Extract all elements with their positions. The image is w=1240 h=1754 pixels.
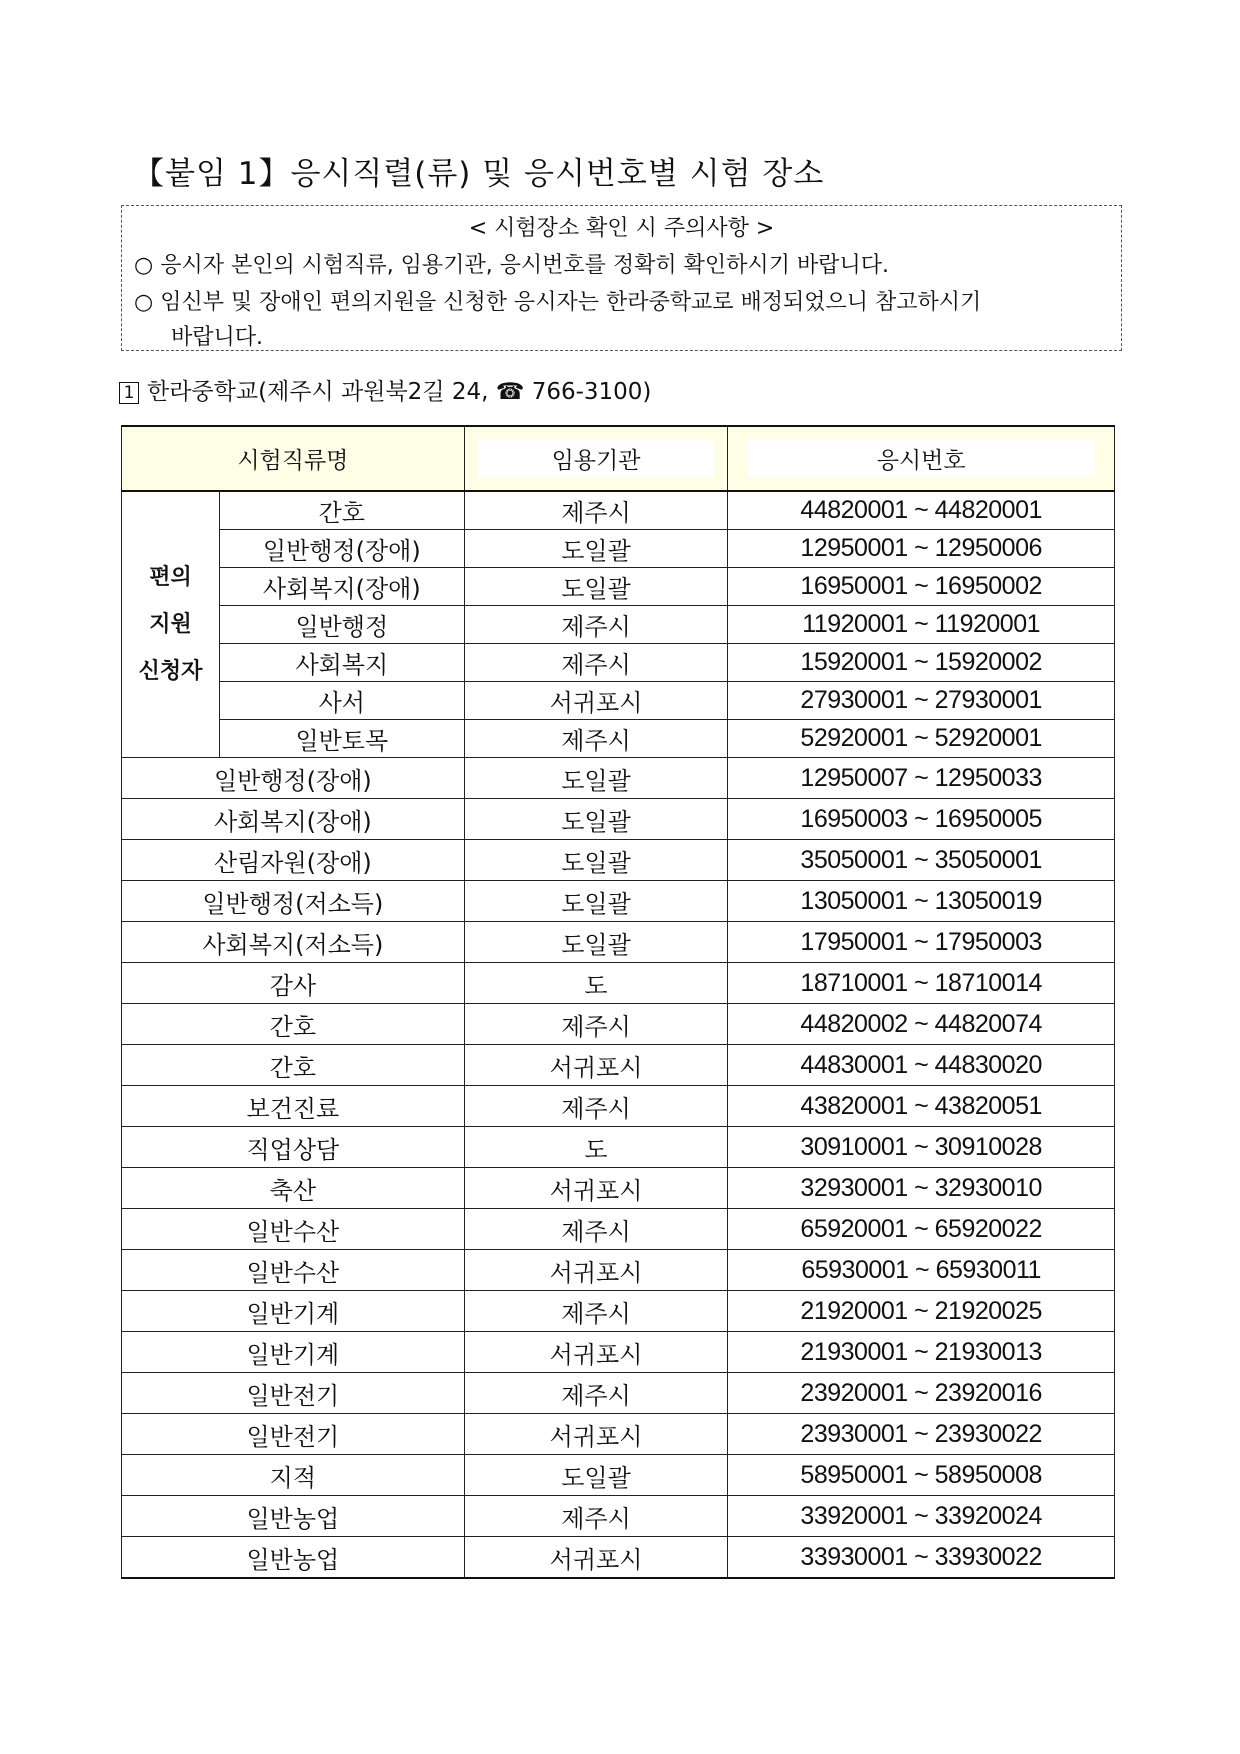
agency-cell: 도일괄	[464, 530, 728, 568]
table-row	[122, 568, 1115, 606]
agency-cell: 제주시	[464, 1291, 728, 1332]
section-number: 1	[119, 382, 139, 404]
job-category-cell: 사회복지	[219, 644, 464, 682]
job-category-cell: 일반전기	[122, 1414, 465, 1455]
table-row	[122, 922, 1115, 963]
agency-cell: 제주시	[464, 1496, 728, 1537]
exam-number-cell: 13050001 ~ 13050019	[728, 881, 1115, 922]
table-row	[122, 1332, 1115, 1373]
table-row	[122, 1291, 1115, 1332]
exam-number-cell: 44820001 ~ 44820001	[728, 491, 1115, 530]
job-category-cell: 일반행정(장애)	[122, 758, 465, 799]
exam-number-cell: 23920001 ~ 23920016	[728, 1373, 1115, 1414]
job-category-cell: 일반토목	[219, 720, 464, 758]
agency-cell: 제주시	[464, 644, 728, 682]
agency-cell: 서귀포시	[464, 1414, 728, 1455]
notice-line-2: ○ 임신부 및 장애인 편의지원을 신청한 응시자는 한라중학교로 배정되었으니 참고하시기	[134, 290, 982, 315]
agency-cell: 제주시	[464, 606, 728, 644]
exam-number-cell: 18710001 ~ 18710014	[728, 963, 1115, 1004]
table-row	[122, 1414, 1115, 1455]
table-row	[122, 799, 1115, 840]
agency-cell: 서귀포시	[464, 1250, 728, 1291]
job-category-cell: 일반행정(장애)	[219, 530, 464, 568]
agency-cell: 제주시	[464, 1086, 728, 1127]
job-category-cell: 보건진료	[122, 1086, 465, 1127]
exam-number-cell: 44820002 ~ 44820074	[728, 1004, 1115, 1045]
job-category-cell: 사회복지(장애)	[219, 568, 464, 606]
agency-cell: 제주시	[464, 1209, 728, 1250]
agency-cell: 서귀포시	[464, 1332, 728, 1373]
agency-cell: 도일괄	[464, 568, 728, 606]
header-exam-number: 응시번호	[728, 426, 1115, 491]
notice-heading: < 시험장소 확인 시 주의사항 >	[468, 216, 775, 241]
exam-number-cell: 32930001 ~ 32930010	[728, 1168, 1115, 1209]
table-row	[122, 530, 1115, 568]
job-category-cell: 간호	[122, 1004, 465, 1045]
notice-line-2-continued: 바랍니다.	[171, 325, 264, 350]
job-category-cell: 일반행정(저소득)	[122, 881, 465, 922]
table-row	[122, 881, 1115, 922]
table-row	[122, 491, 1115, 530]
group-label-line: 편의	[149, 565, 192, 590]
exam-number-cell: 15920001 ~ 15920002	[728, 644, 1115, 682]
agency-cell: 제주시	[464, 491, 728, 530]
table-row	[122, 1496, 1115, 1537]
table-row	[122, 1004, 1115, 1045]
agency-cell: 제주시	[464, 720, 728, 758]
table-row	[122, 720, 1115, 758]
job-category-cell: 일반수산	[122, 1250, 465, 1291]
table-row	[122, 963, 1115, 1004]
exam-number-cell: 17950001 ~ 17950003	[728, 922, 1115, 963]
agency-cell: 도일괄	[464, 881, 728, 922]
exam-number-cell: 43820001 ~ 43820051	[728, 1086, 1115, 1127]
agency-cell: 제주시	[464, 1004, 728, 1045]
notice-box	[121, 205, 1122, 351]
exam-number-cell: 52920001 ~ 52920001	[728, 720, 1115, 758]
job-category-cell: 일반수산	[122, 1209, 465, 1250]
exam-number-cell: 30910001 ~ 30910028	[728, 1127, 1115, 1168]
agency-cell: 서귀포시	[464, 1168, 728, 1209]
exam-number-cell: 33930001 ~ 33930022	[728, 1537, 1115, 1579]
table-row	[122, 644, 1115, 682]
exam-number-cell: 12950007 ~ 12950033	[728, 758, 1115, 799]
exam-number-cell: 58950001 ~ 58950008	[728, 1455, 1115, 1496]
exam-location-table	[121, 425, 1115, 1579]
agency-cell: 서귀포시	[464, 682, 728, 720]
job-category-cell: 간호	[219, 491, 464, 530]
exam-number-cell: 65920001 ~ 65920022	[728, 1209, 1115, 1250]
exam-number-cell: 27930001 ~ 27930001	[728, 682, 1115, 720]
agency-cell: 제주시	[464, 1373, 728, 1414]
agency-cell: 도	[464, 1127, 728, 1168]
exam-number-cell: 23930001 ~ 23930022	[728, 1414, 1115, 1455]
job-category-cell: 일반행정	[219, 606, 464, 644]
table-row	[122, 1250, 1115, 1291]
exam-number-cell: 65930001 ~ 65930011	[728, 1250, 1115, 1291]
job-category-cell: 일반기계	[122, 1332, 465, 1373]
agency-cell: 서귀포시	[464, 1537, 728, 1579]
exam-number-cell: 11920001 ~ 11920001	[728, 606, 1115, 644]
exam-number-cell: 44830001 ~ 44830020	[728, 1045, 1115, 1086]
table-row	[122, 606, 1115, 644]
group-label-line: 신청자	[138, 659, 203, 684]
header-job-category: 시험직류명	[122, 426, 465, 491]
agency-cell: 도	[464, 963, 728, 1004]
agency-cell: 도일괄	[464, 840, 728, 881]
page-title: 【붙임 1】응시직렬(류) 및 응시번호별 시험 장소	[133, 156, 825, 192]
job-category-cell: 간호	[122, 1045, 465, 1086]
table-row	[122, 1537, 1115, 1579]
table-row	[122, 1086, 1115, 1127]
job-category-cell: 일반농업	[122, 1496, 465, 1537]
group-label-cell	[122, 491, 220, 758]
agency-cell: 서귀포시	[464, 1045, 728, 1086]
exam-number-cell: 35050001 ~ 35050001	[728, 840, 1115, 881]
agency-cell: 도일괄	[464, 922, 728, 963]
exam-number-cell: 16950001 ~ 16950002	[728, 568, 1115, 606]
table-row	[122, 1045, 1115, 1086]
agency-cell: 도일괄	[464, 758, 728, 799]
agency-cell: 도일괄	[464, 799, 728, 840]
agency-cell: 도일괄	[464, 1455, 728, 1496]
section-title: 한라중학교(제주시 과원북2길 24, ☎ 766-3100)	[147, 379, 652, 405]
section-heading	[119, 373, 651, 406]
job-category-cell: 사서	[219, 682, 464, 720]
table-row	[122, 1373, 1115, 1414]
notice-line-1: ○ 응시자 본인의 시험직류, 임용기관, 응시번호를 정확히 확인하시기 바랍니다.	[134, 253, 889, 278]
job-category-cell: 일반전기	[122, 1373, 465, 1414]
exam-number-cell: 33920001 ~ 33920024	[728, 1496, 1115, 1537]
job-category-cell: 축산	[122, 1168, 465, 1209]
exam-number-cell: 12950001 ~ 12950006	[728, 530, 1115, 568]
table-row	[122, 758, 1115, 799]
exam-number-cell: 16950003 ~ 16950005	[728, 799, 1115, 840]
table-row	[122, 1127, 1115, 1168]
exam-number-cell: 21930001 ~ 21930013	[728, 1332, 1115, 1373]
table-header-row	[122, 426, 1115, 491]
job-category-cell: 감사	[122, 963, 465, 1004]
job-category-cell: 사회복지(장애)	[122, 799, 465, 840]
table-row	[122, 1168, 1115, 1209]
job-category-cell: 지적	[122, 1455, 465, 1496]
job-category-cell: 사회복지(저소득)	[122, 922, 465, 963]
table-row	[122, 840, 1115, 881]
job-category-cell: 일반기계	[122, 1291, 465, 1332]
exam-number-cell: 21920001 ~ 21920025	[728, 1291, 1115, 1332]
header-agency: 임용기관	[464, 426, 728, 491]
group-label-line: 지원	[149, 612, 192, 637]
job-category-cell: 산림자원(장애)	[122, 840, 465, 881]
job-category-cell: 직업상담	[122, 1127, 465, 1168]
table-row	[122, 1455, 1115, 1496]
job-category-cell: 일반농업	[122, 1537, 465, 1579]
table-row	[122, 682, 1115, 720]
table-row	[122, 1209, 1115, 1250]
table-body	[122, 491, 1115, 1578]
